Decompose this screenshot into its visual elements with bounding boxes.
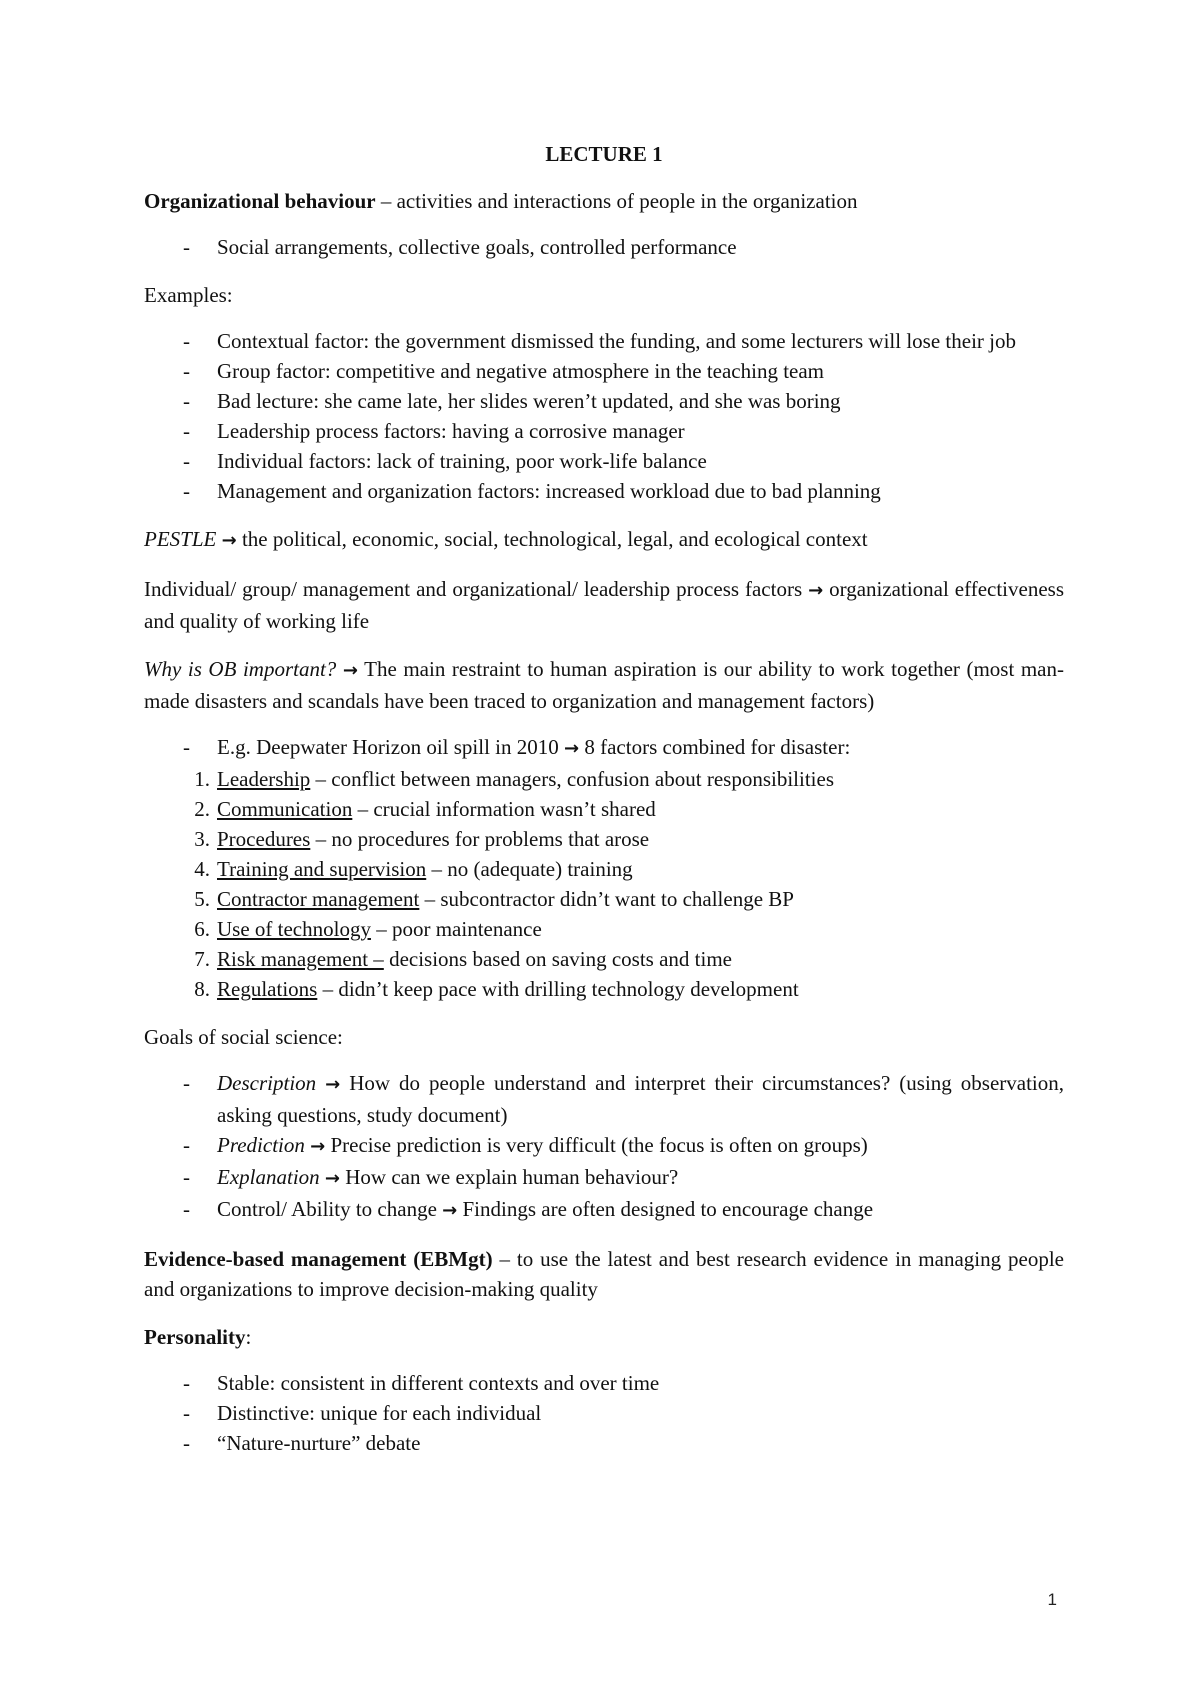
numbered-item <box>144 794 1064 824</box>
list-item <box>144 1068 1064 1130</box>
list-item-text: Leadership process factors: having a corrosive manager <box>217 419 685 443</box>
bullet-dash: - <box>183 1133 190 1157</box>
pestle-paragraph <box>144 524 1064 556</box>
factor-desc: decisions based on saving costs and time <box>383 947 733 971</box>
disaster-factors-list <box>144 764 1064 1004</box>
numbered-item <box>144 974 1064 1004</box>
list-item <box>144 1368 1064 1398</box>
bullet-dash: - <box>183 1371 190 1395</box>
bullet-dash: - <box>183 235 190 259</box>
list-item <box>144 386 1064 416</box>
goal-text: How can we explain human behaviour? <box>340 1165 679 1189</box>
list-item-text: Social arrangements, collective goals, controlled performance <box>217 235 737 259</box>
deepwater-list <box>144 732 1064 1004</box>
item-number: 2. <box>194 797 210 821</box>
factor-desc: – no (adequate) training <box>426 857 633 881</box>
goals-list <box>144 1068 1064 1226</box>
list-item <box>144 232 1064 262</box>
factors-text: Individual/ group/ management and organizational/ leadership process factors <box>144 577 809 601</box>
factor-term: Leadership <box>217 767 311 791</box>
list-item-text: Bad lecture: she came late, her slides weren’t updated, and she was boring <box>217 389 841 413</box>
ebmgt-definition: – to use the latest and best research evidence in managing people and organizations to improve decision-making quality <box>144 1247 1064 1301</box>
factor-desc: – poor maintenance <box>370 917 542 941</box>
numbered-item <box>144 854 1064 884</box>
item-number: 4. <box>194 857 210 881</box>
list-item-text: Management and organization factors: increased workload due to bad planning <box>217 479 881 503</box>
numbered-item <box>144 884 1064 914</box>
bullet-dash: - <box>183 1197 190 1221</box>
numbered-item <box>144 914 1064 944</box>
page-title: LECTURE 1 <box>545 142 663 166</box>
factor-desc: – conflict between managers, confusion about responsibilities <box>310 767 834 791</box>
bullet-dash: - <box>183 735 190 759</box>
page-number: 1 <box>1047 1590 1057 1609</box>
goal-term: Prediction <box>217 1133 305 1157</box>
why-ob-paragraph <box>144 654 1064 716</box>
right-arrow-icon: → <box>324 1168 340 1189</box>
personality-colon: : <box>245 1325 252 1349</box>
goal-term: Explanation <box>217 1165 320 1189</box>
item-number: 1. <box>194 767 210 791</box>
ob-term: Organizational behaviour <box>144 189 376 213</box>
right-arrow-icon: → <box>564 738 580 759</box>
list-item-text: Individual factors: lack of training, poor work-life balance <box>217 449 707 473</box>
bullet-dash: - <box>183 1401 190 1425</box>
list-item <box>144 1130 1064 1162</box>
list-item-text: Stable: consistent in different contexts and over time <box>217 1371 660 1395</box>
list-item <box>144 416 1064 446</box>
pestle-text: the political, economic, social, technological, legal, and ecological context <box>236 527 868 551</box>
list-item <box>144 1194 1064 1226</box>
list-item <box>144 446 1064 476</box>
bullet-dash: - <box>183 449 190 473</box>
bullet-dash: - <box>183 359 190 383</box>
list-item <box>144 1398 1064 1428</box>
goals-heading: Goals of social science: <box>144 1025 343 1049</box>
page-content <box>144 140 1064 1476</box>
pestle-term: PESTLE <box>144 527 217 551</box>
ob-bullets <box>144 232 1064 262</box>
factor-desc: – subcontractor didn’t want to challenge BP <box>419 887 794 911</box>
item-number: 3. <box>194 827 210 851</box>
factor-term: Contractor management <box>217 887 420 911</box>
personality-term: Personality <box>144 1325 246 1349</box>
examples-list <box>144 326 1064 506</box>
item-number: 7. <box>194 947 210 971</box>
list-item <box>144 732 1064 1004</box>
examples-heading: Examples: <box>144 283 233 307</box>
item-number: 5. <box>194 887 210 911</box>
factor-term: Training and supervision <box>217 857 427 881</box>
personality-heading <box>144 1322 1064 1352</box>
factor-term: Communication <box>217 797 353 821</box>
bullet-dash: - <box>183 389 190 413</box>
right-arrow-icon: → <box>442 1200 458 1221</box>
deepwater-lead: E.g. Deepwater Horizon oil spill in 2010 <box>217 735 565 759</box>
list-item <box>144 326 1064 356</box>
list-item <box>144 1428 1064 1458</box>
deepwater-tail: 8 factors combined for disaster: <box>579 735 851 759</box>
bullet-dash: - <box>183 479 190 503</box>
factor-desc: – no procedures for problems that arose <box>310 827 650 851</box>
numbered-item <box>144 824 1064 854</box>
right-arrow-icon: → <box>310 1136 326 1157</box>
ebmgt-term: Evidence-based management (EBMgt) <box>144 1247 493 1271</box>
factor-desc: – crucial information wasn’t shared <box>352 797 656 821</box>
goal-term: Description <box>217 1071 317 1095</box>
list-item <box>144 1162 1064 1194</box>
list-item-text: Contextual factor: the government dismissed the funding, and some lecturers will lose their job <box>217 329 1016 353</box>
bullet-dash: - <box>183 1071 190 1095</box>
goal-text: Precise prediction is very difficult (the focus is often on groups) <box>325 1133 868 1157</box>
personality-list <box>144 1368 1064 1458</box>
goal-text: Findings are often designed to encourage change <box>457 1197 874 1221</box>
right-arrow-icon: → <box>221 530 237 551</box>
ebmgt-paragraph <box>144 1244 1064 1304</box>
factors-paragraph <box>144 574 1064 636</box>
ob-definition-text: – activities and interactions of people in the organization <box>375 189 858 213</box>
goal-term: Control/ Ability to change <box>217 1197 437 1221</box>
item-number: 6. <box>194 917 210 941</box>
bullet-dash: - <box>183 1431 190 1455</box>
bullet-dash: - <box>183 419 190 443</box>
list-item-text: Group factor: competitive and negative atmosphere in the teaching team <box>217 359 825 383</box>
factor-term: Risk management – <box>217 947 384 971</box>
list-item <box>144 476 1064 506</box>
bullet-dash: - <box>183 329 190 353</box>
list-item <box>144 356 1064 386</box>
list-item-text: Distinctive: unique for each individual <box>217 1401 542 1425</box>
list-item-text: “Nature-nurture” debate <box>217 1431 421 1455</box>
why-ob-question: Why is OB important? <box>144 657 337 681</box>
right-arrow-icon: → <box>342 660 358 681</box>
factor-desc: – didn’t keep pace with drilling technology development <box>317 977 799 1001</box>
factor-term: Procedures <box>217 827 311 851</box>
right-arrow-icon: → <box>808 580 824 601</box>
ob-definition <box>144 186 1064 216</box>
why-ob-answer: The main restraint to human aspiration is our ability to work together (most man-made disasters and scandals have been traced to organization and management factors) <box>144 657 1064 713</box>
factor-term: Use of technology <box>217 917 371 941</box>
right-arrow-icon: → <box>325 1074 341 1095</box>
factors-result: organizational effectiveness and quality of working life <box>144 577 1064 633</box>
goal-text: How do people understand and interpret their circumstances? (using observation, asking questions, study document) <box>217 1071 1064 1127</box>
numbered-item <box>144 944 1064 974</box>
factor-term: Regulations <box>217 977 318 1001</box>
item-number: 8. <box>194 977 210 1001</box>
numbered-item <box>144 764 1064 794</box>
bullet-dash: - <box>183 1165 190 1189</box>
